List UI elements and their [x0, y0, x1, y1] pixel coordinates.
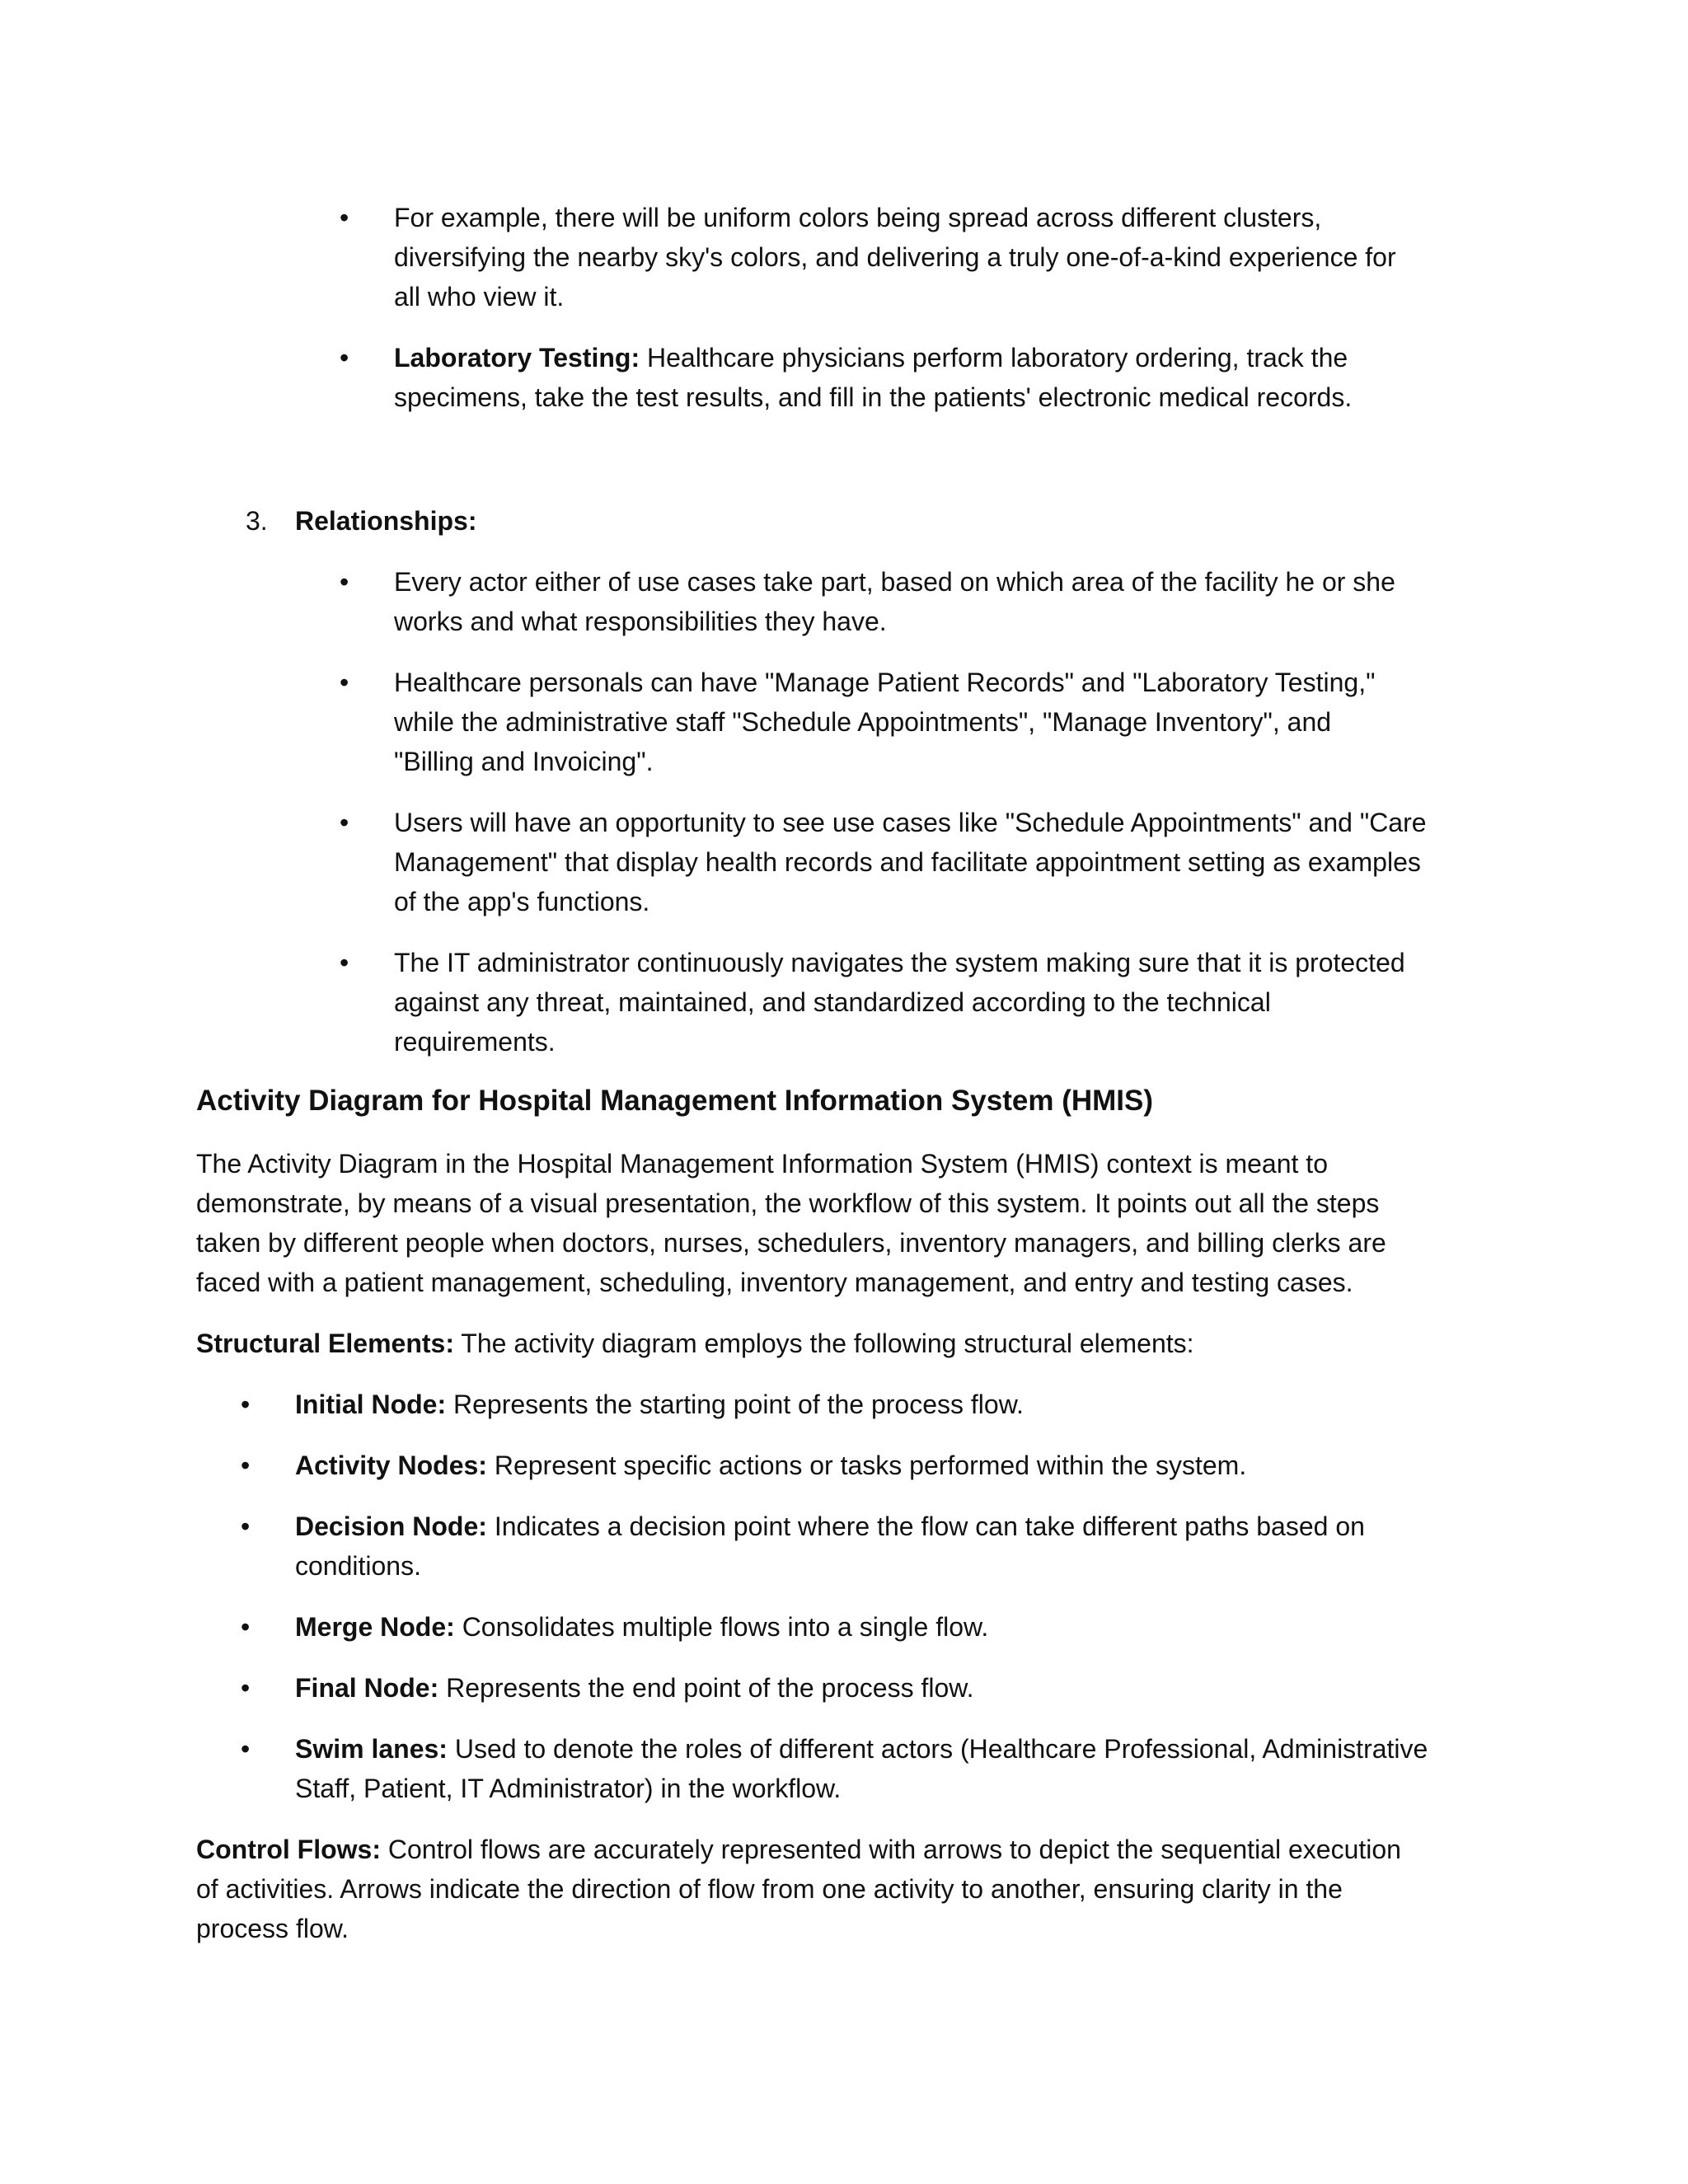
element-item: Activity Nodes: Represent specific actions or tasks performed within the system. [295, 1451, 1247, 1480]
bullet-marker: • [241, 1511, 251, 1541]
bullet-marker: • [241, 1451, 251, 1480]
bullet-text-line: requirements. [394, 1027, 556, 1057]
element-item: Decision Node: Indicates a decision point where the flow can take different paths based on [295, 1511, 1365, 1541]
bullet-marker: • [340, 668, 349, 697]
element-item: Swim lanes: Used to denote the roles of different actors (Healthcare Professional, Administrative [295, 1734, 1428, 1764]
bullet-text-line: Every actor either of use cases take part, based on which area of the facility he or she [394, 567, 1395, 597]
paragraph-line: faced with a patient management, scheduling, inventory management, and entry and testing cases. [196, 1268, 1353, 1297]
bullet-text-line: "Billing and Invoicing". [394, 747, 654, 776]
bullet-text-line: For example, there will be uniform colors being spread across different clusters, [394, 203, 1322, 232]
bullet-marker: • [340, 203, 349, 232]
bullet-text-line: against any threat, maintained, and standardized according to the technical [394, 987, 1271, 1017]
bullet-text-line: Management" that display health records and facilitate appointment setting as examples [394, 847, 1421, 877]
element-item: Initial Node: Represents the starting point of the process flow. [295, 1390, 1024, 1419]
bullet-marker: • [241, 1734, 251, 1764]
structural-elements-paragraph: Structural Elements: The activity diagram employs the following structural elements: [196, 1329, 1194, 1358]
bullet-text-line: works and what responsibilities they have. [394, 607, 887, 636]
element-item-continuation: Staff, Patient, IT Administrator) in the workflow. [295, 1774, 842, 1803]
bullet-marker: • [340, 567, 349, 597]
bullet-text-line: Users will have an opportunity to see use cases like "Schedule Appointments" and "Care [394, 808, 1427, 837]
bullet-marker: • [241, 1390, 251, 1419]
section-heading: Activity Diagram for Hospital Management Information System (HMIS) [196, 1085, 1154, 1117]
bullet-text-line: diversifying the nearby sky's colors, and delivering a truly one-of-a-kind experience for [394, 242, 1396, 272]
bullet-text-line: specimens, take the test results, and fill in the patients' electronic medical records. [394, 382, 1353, 412]
bullet-marker: • [340, 948, 349, 977]
lab-testing-text: Healthcare physicians perform laboratory ordering, track the [640, 343, 1348, 373]
bullet-text-line: of the app's functions. [394, 887, 650, 916]
bullet-text-line: Healthcare personals can have "Manage Patient Records" and "Laboratory Testing," [394, 668, 1376, 697]
lab-testing-label: Laboratory Testing: [394, 343, 640, 373]
element-item: Merge Node: Consolidates multiple flows into a single flow. [295, 1612, 989, 1642]
bullet-text-line: all who view it. [394, 282, 565, 312]
bullet-marker: • [241, 1612, 251, 1642]
element-item-continuation: conditions. [295, 1551, 421, 1581]
control-flows-paragraph: Control Flows: Control flows are accurately represented with arrows to depict the sequential execution [196, 1835, 1401, 1864]
paragraph-line: process flow. [196, 1914, 349, 1943]
bullet-text-line: The IT administrator continuously navigates the system making sure that it is protected [394, 948, 1405, 977]
element-item: Final Node: Represents the end point of the process flow. [295, 1673, 974, 1703]
bullet-text-line [394, 338, 1348, 377]
bullet-marker: • [241, 1673, 251, 1703]
relationships-title: Relationships: [295, 506, 477, 536]
list-number: 3. [246, 506, 268, 536]
paragraph-line: demonstrate, by means of a visual presentation, the workflow of this system. It points out all the steps [196, 1188, 1380, 1218]
bullet-text-line: while the administrative staff "Schedule Appointments", "Manage Inventory", and [394, 707, 1332, 737]
paragraph-line: taken by different people when doctors, nurses, schedulers, inventory managers, and billing clerks are [196, 1228, 1386, 1258]
paragraph-line: The Activity Diagram in the Hospital Management Information System (HMIS) context is meant to [196, 1149, 1328, 1179]
bullet-marker: • [340, 343, 349, 373]
bullet-marker: • [340, 808, 349, 837]
paragraph-line: of activities. Arrows indicate the direction of flow from one activity to another, ensuring clarity in the [196, 1874, 1343, 1904]
